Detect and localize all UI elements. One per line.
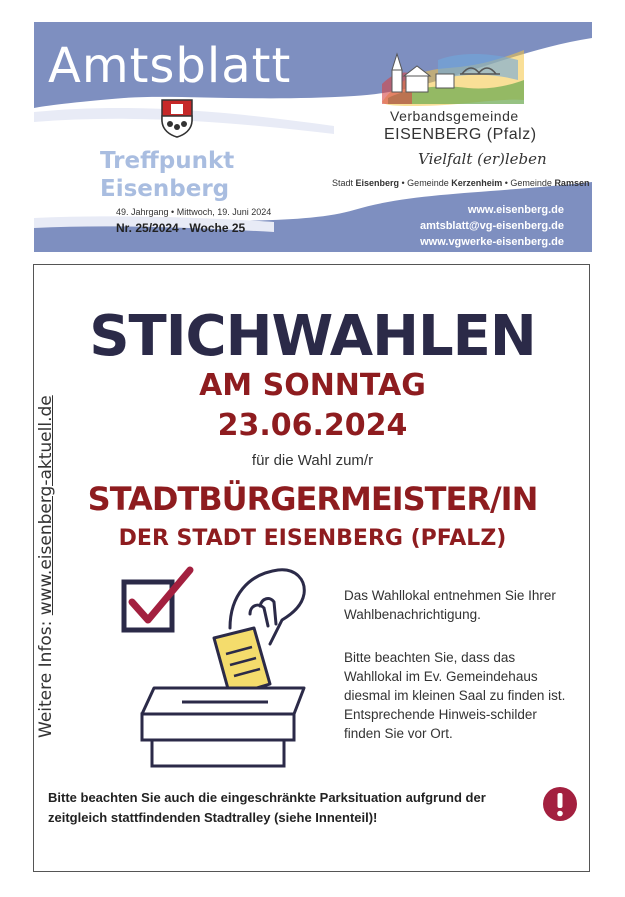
office-title: STADTBÜRGERMEISTER/IN bbox=[87, 480, 538, 518]
side-info-url-link[interactable]: www.eisenberg-aktuell.de bbox=[36, 395, 56, 616]
voting-illustration bbox=[118, 566, 318, 772]
issue-number: Nr. 25/2024 - Woche 25 bbox=[116, 221, 246, 235]
room-change-info: Bitte beachten Sie, dass das Wahllokal im Ev. Gemeindehaus diesmal im kleinen Saal zu finden ist. Entsprechende Hinweis-schilder finden Sie vor Ort. bbox=[344, 650, 566, 741]
members-prefix-3: • Gemeinde bbox=[502, 178, 555, 188]
parking-notice: Bitte beachten Sie auch die eingeschränkte Parksituation aufgrund der zeitgleich stattfindenden Stadtralley (siehe Innenteil)! bbox=[48, 790, 486, 825]
coat-of-arms-icon bbox=[160, 98, 194, 138]
treffpunkt-town: Eisenberg bbox=[100, 176, 230, 202]
verbandsgemeinde-logo bbox=[378, 40, 528, 110]
election-date: 23.06.2024 bbox=[217, 408, 408, 443]
members-prefix-2: • Gemeinde bbox=[399, 178, 452, 188]
checkbox-check-icon bbox=[124, 570, 190, 630]
member-kerzenheim: Kerzenheim bbox=[451, 178, 503, 188]
headline-stichwahlen: STICHWAHLEN bbox=[89, 304, 536, 369]
polling-station-info: Das Wahllokal entnehmen Sie Ihrer Wahlbenachrichtigung. bbox=[344, 588, 556, 622]
exclamation-icon bbox=[542, 786, 578, 822]
vg-slogan: Vielfalt (er)leben bbox=[418, 150, 547, 168]
website-link[interactable]: www.eisenberg.de bbox=[467, 204, 564, 216]
hand-ballot-icon bbox=[214, 570, 304, 696]
member-municipalities bbox=[332, 178, 589, 188]
member-ramsen: Ramsen bbox=[554, 178, 590, 188]
members-prefix-1: Stadt bbox=[332, 178, 356, 188]
side-info-prefix: Weitere Infos: bbox=[36, 615, 56, 738]
subline-sonntag: AM SONNTAG bbox=[199, 368, 426, 403]
treffpunkt-label: Treffpunkt bbox=[100, 148, 235, 174]
issue-date: 49. Jahrgang • Mittwoch, 19. Juni 2024 bbox=[116, 207, 272, 217]
masthead bbox=[34, 22, 592, 252]
masthead-title: Amtsblatt bbox=[48, 38, 292, 94]
town-name: DER STADT EISENBERG (PFALZ) bbox=[118, 526, 507, 551]
vg-name-line1: Verbandsgemeinde bbox=[390, 108, 519, 124]
for-election-text: für die Wahl zum/r bbox=[251, 452, 374, 469]
member-eisenberg: Eisenberg bbox=[355, 178, 400, 188]
email-link[interactable]: amtsblatt@vg-eisenberg.de bbox=[420, 220, 564, 232]
vg-name-line2: EISENBERG (Pfalz) bbox=[384, 126, 537, 143]
contact-links bbox=[420, 202, 564, 250]
side-info-text bbox=[36, 395, 56, 738]
ballot-box-icon bbox=[142, 688, 304, 766]
vgwerke-link[interactable]: www.vgwerke-eisenberg.de bbox=[420, 236, 564, 248]
